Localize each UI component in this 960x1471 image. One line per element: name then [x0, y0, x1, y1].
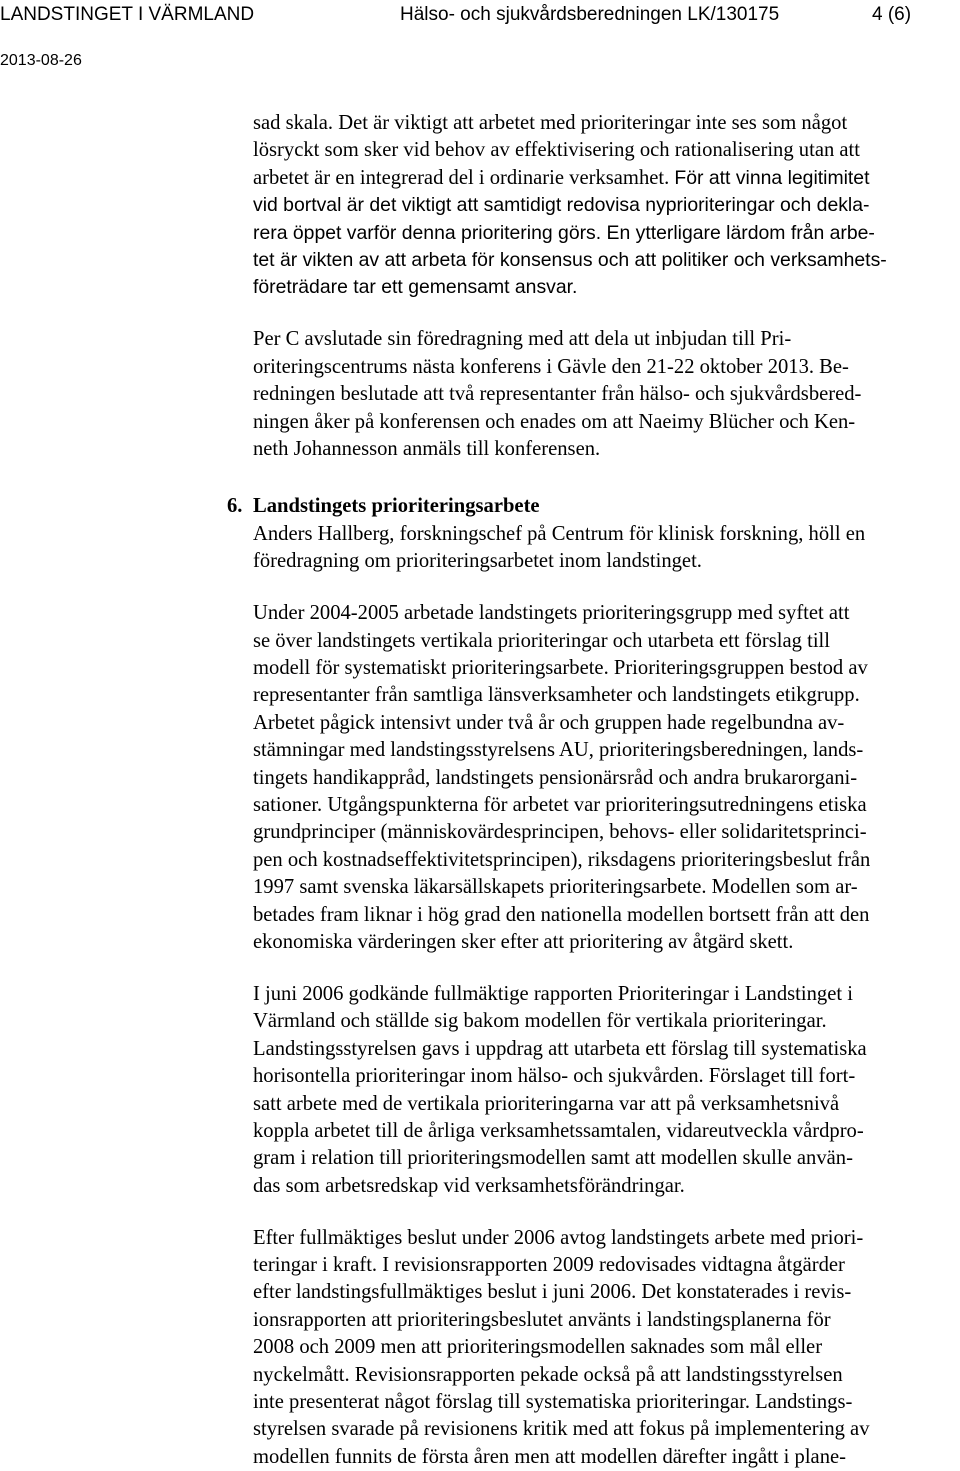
header-document-title: Hälso- och sjukvårdsberedningen LK/130175 [400, 4, 780, 25]
text-line: neth Johannesson anmäls till konferensen. [253, 437, 601, 460]
section-6 [227, 493, 957, 575]
text-line: rera öppet varför denna prioritering görs. En ytterligare lärdom från arbe- [253, 221, 875, 244]
text-line: I juni 2006 godkände fullmäktige rapporten Prioriteringar i Landstinget i [253, 982, 853, 1005]
text-line: inte presenterat något förslag till systematiska prioriteringar. Landstings- [253, 1391, 853, 1414]
text-line: representanter från samtliga länsverksamheter och landstingets etikgrupp. [253, 684, 860, 707]
text-line-mixed [253, 165, 957, 192]
text-line: tingets handikappråd, landstingets pensionärsråd och andra brukarorgani- [253, 766, 858, 789]
text-line: redningen beslutade att två representanter från hälso- och sjukvårdsbered- [253, 383, 862, 406]
text-line: lösryckt som sker vid behov av effektivisering och rationalisering utan att [253, 139, 860, 162]
section-heading [227, 493, 957, 520]
header-page-number: 4 (6) [872, 4, 912, 25]
document-body [227, 110, 957, 1471]
text-line: styrelsen svarade på revisionens kritik med att fokus på implementering av [253, 1418, 870, 1441]
text-line: ekonomiska värderingen sker efter att prioritering av åtgärd skett. [253, 930, 794, 953]
text-line: 2008 och 2009 men att prioriteringsmodellen saknades som mål eller [253, 1336, 823, 1359]
text-line: föredragning om prioriteringsarbetet inom landstinget. [253, 550, 702, 573]
text-line: koppla arbetet till de årliga verksamhetssamtalen, vidareutveckla vårdpro- [253, 1119, 864, 1142]
text-line: stämningar med landstingsstyrelsens AU, prioriteringsberedningen, lands- [253, 739, 864, 762]
text-line: 1997 samt svenska läkarsällskapets prioriteringsarbete. Modellen som ar- [253, 876, 858, 899]
text-line: das som arbetsredskap vid verksamhetsförändringar. [253, 1174, 685, 1197]
text-line: Arbetet pågick intensivt under två år och gruppen hade regelbundna av- [253, 711, 845, 734]
text-line: satt arbete med de vertikala prioriteringarna var att på verksamhetsnivå [253, 1092, 840, 1115]
text-line: Efter fullmäktiges beslut under 2006 avtog landstingets arbete med priori- [253, 1226, 864, 1249]
text-line: grundprinciper (människovärdesprincipen, behovs- eller solidaritetsprinci- [253, 821, 867, 844]
header-organization: LANDSTINGET I VÄRMLAND [0, 4, 255, 25]
text-line: Värmland och ställde sig bakom modellen för vertikala prioriteringar. [253, 1010, 827, 1033]
text-line: Anders Hallberg, forskningschef på Centrum för klinisk forskning, höll en [253, 522, 866, 545]
text-line: pen och kostnadseffektivitetsprincipen), riksdagens prioriteringsbeslut från [253, 848, 871, 871]
text-line: nyckelmått. Revisionsrapporten pekade också på att landstingsstyrelsen [253, 1363, 843, 1386]
text-line: Under 2004-2005 arbetade landstingets prioriteringsgrupp med syftet att [253, 602, 850, 625]
text-line: gram i relation till prioriteringsmodellen samt att modellen skulle använ- [253, 1147, 853, 1170]
text-segment-sans: För att vinna legitimitet [674, 166, 870, 189]
paragraph-gap [253, 576, 957, 601]
paragraph-gap [253, 956, 957, 981]
section-title: Landstingets prioriteringsarbete [253, 495, 540, 518]
header-date: 2013-08-26 [0, 52, 82, 69]
text-line: teringar i kraft. I revisionsrapporten 2009 redovisades vidtagna åtgärder [253, 1254, 845, 1277]
text-line: oriteringscentrums nästa konferens i Gävle den 21-22 oktober 2013. Be- [253, 355, 849, 378]
section-number: 6. [227, 495, 243, 518]
text-line: se över landstingets vertikala prioriteringar och utarbeta ett förslag till [253, 629, 830, 652]
paragraph-gap [253, 302, 957, 327]
text-line: modell för systematiskt prioriteringsarbete. Prioriteringsgruppen bestod av [253, 656, 868, 679]
paragraph-1 [253, 110, 957, 302]
text-line: sad skala. Det är viktigt att arbetet med prioriteringar inte ses som något [253, 112, 848, 134]
text-line: tet är vikten av att arbeta för konsensus och att politiker och verksamhets- [253, 249, 887, 272]
paragraph-gap [253, 1200, 957, 1225]
paragraph-gap [253, 463, 957, 493]
text-line: sationer. Utgångspunkterna för arbetet var prioriteringsutredningens etiska [253, 793, 867, 816]
section-intro [253, 521, 957, 576]
text-segment: arbetet är en integrerad del i ordinarie verksamhet. [253, 166, 670, 189]
paragraph-5 [253, 1225, 957, 1471]
paragraph-3 [253, 600, 957, 956]
paragraph-4 [253, 981, 957, 1200]
text-line: horisontella prioriteringar inom hälso- och sjukvården. Förslaget till fort- [253, 1065, 856, 1088]
text-line: betades fram liknar i hög grad den nationella modellen bortsett från att den [253, 903, 870, 926]
text-line: Landstingsstyrelsen gavs i uppdrag att utarbeta ett förslag till systematiska [253, 1037, 867, 1060]
paragraph-2 [253, 326, 957, 463]
text-line: modellen funnits de första åren men att modellen därefter ingått i plane- [253, 1445, 846, 1468]
text-line: ningen åker på konferensen och enades om att Naeimy Blücher och Ken- [253, 410, 856, 433]
text-line: Per C avslutade sin föredragning med att dela ut inbjudan till Pri- [253, 328, 792, 351]
text-line: företrädare tar ett gemensamt ansvar. [253, 276, 578, 299]
text-line: ionsrapporten att prioriteringsbeslutet använts i landstingsplanerna för [253, 1308, 831, 1331]
text-line: efter landstingsfullmäktiges beslut i juni 2006. Det konstaterades i revis- [253, 1281, 852, 1304]
text-line: vid bortval är det viktigt att samtidigt redovisa nyprioriteringar och dekla- [253, 194, 870, 217]
